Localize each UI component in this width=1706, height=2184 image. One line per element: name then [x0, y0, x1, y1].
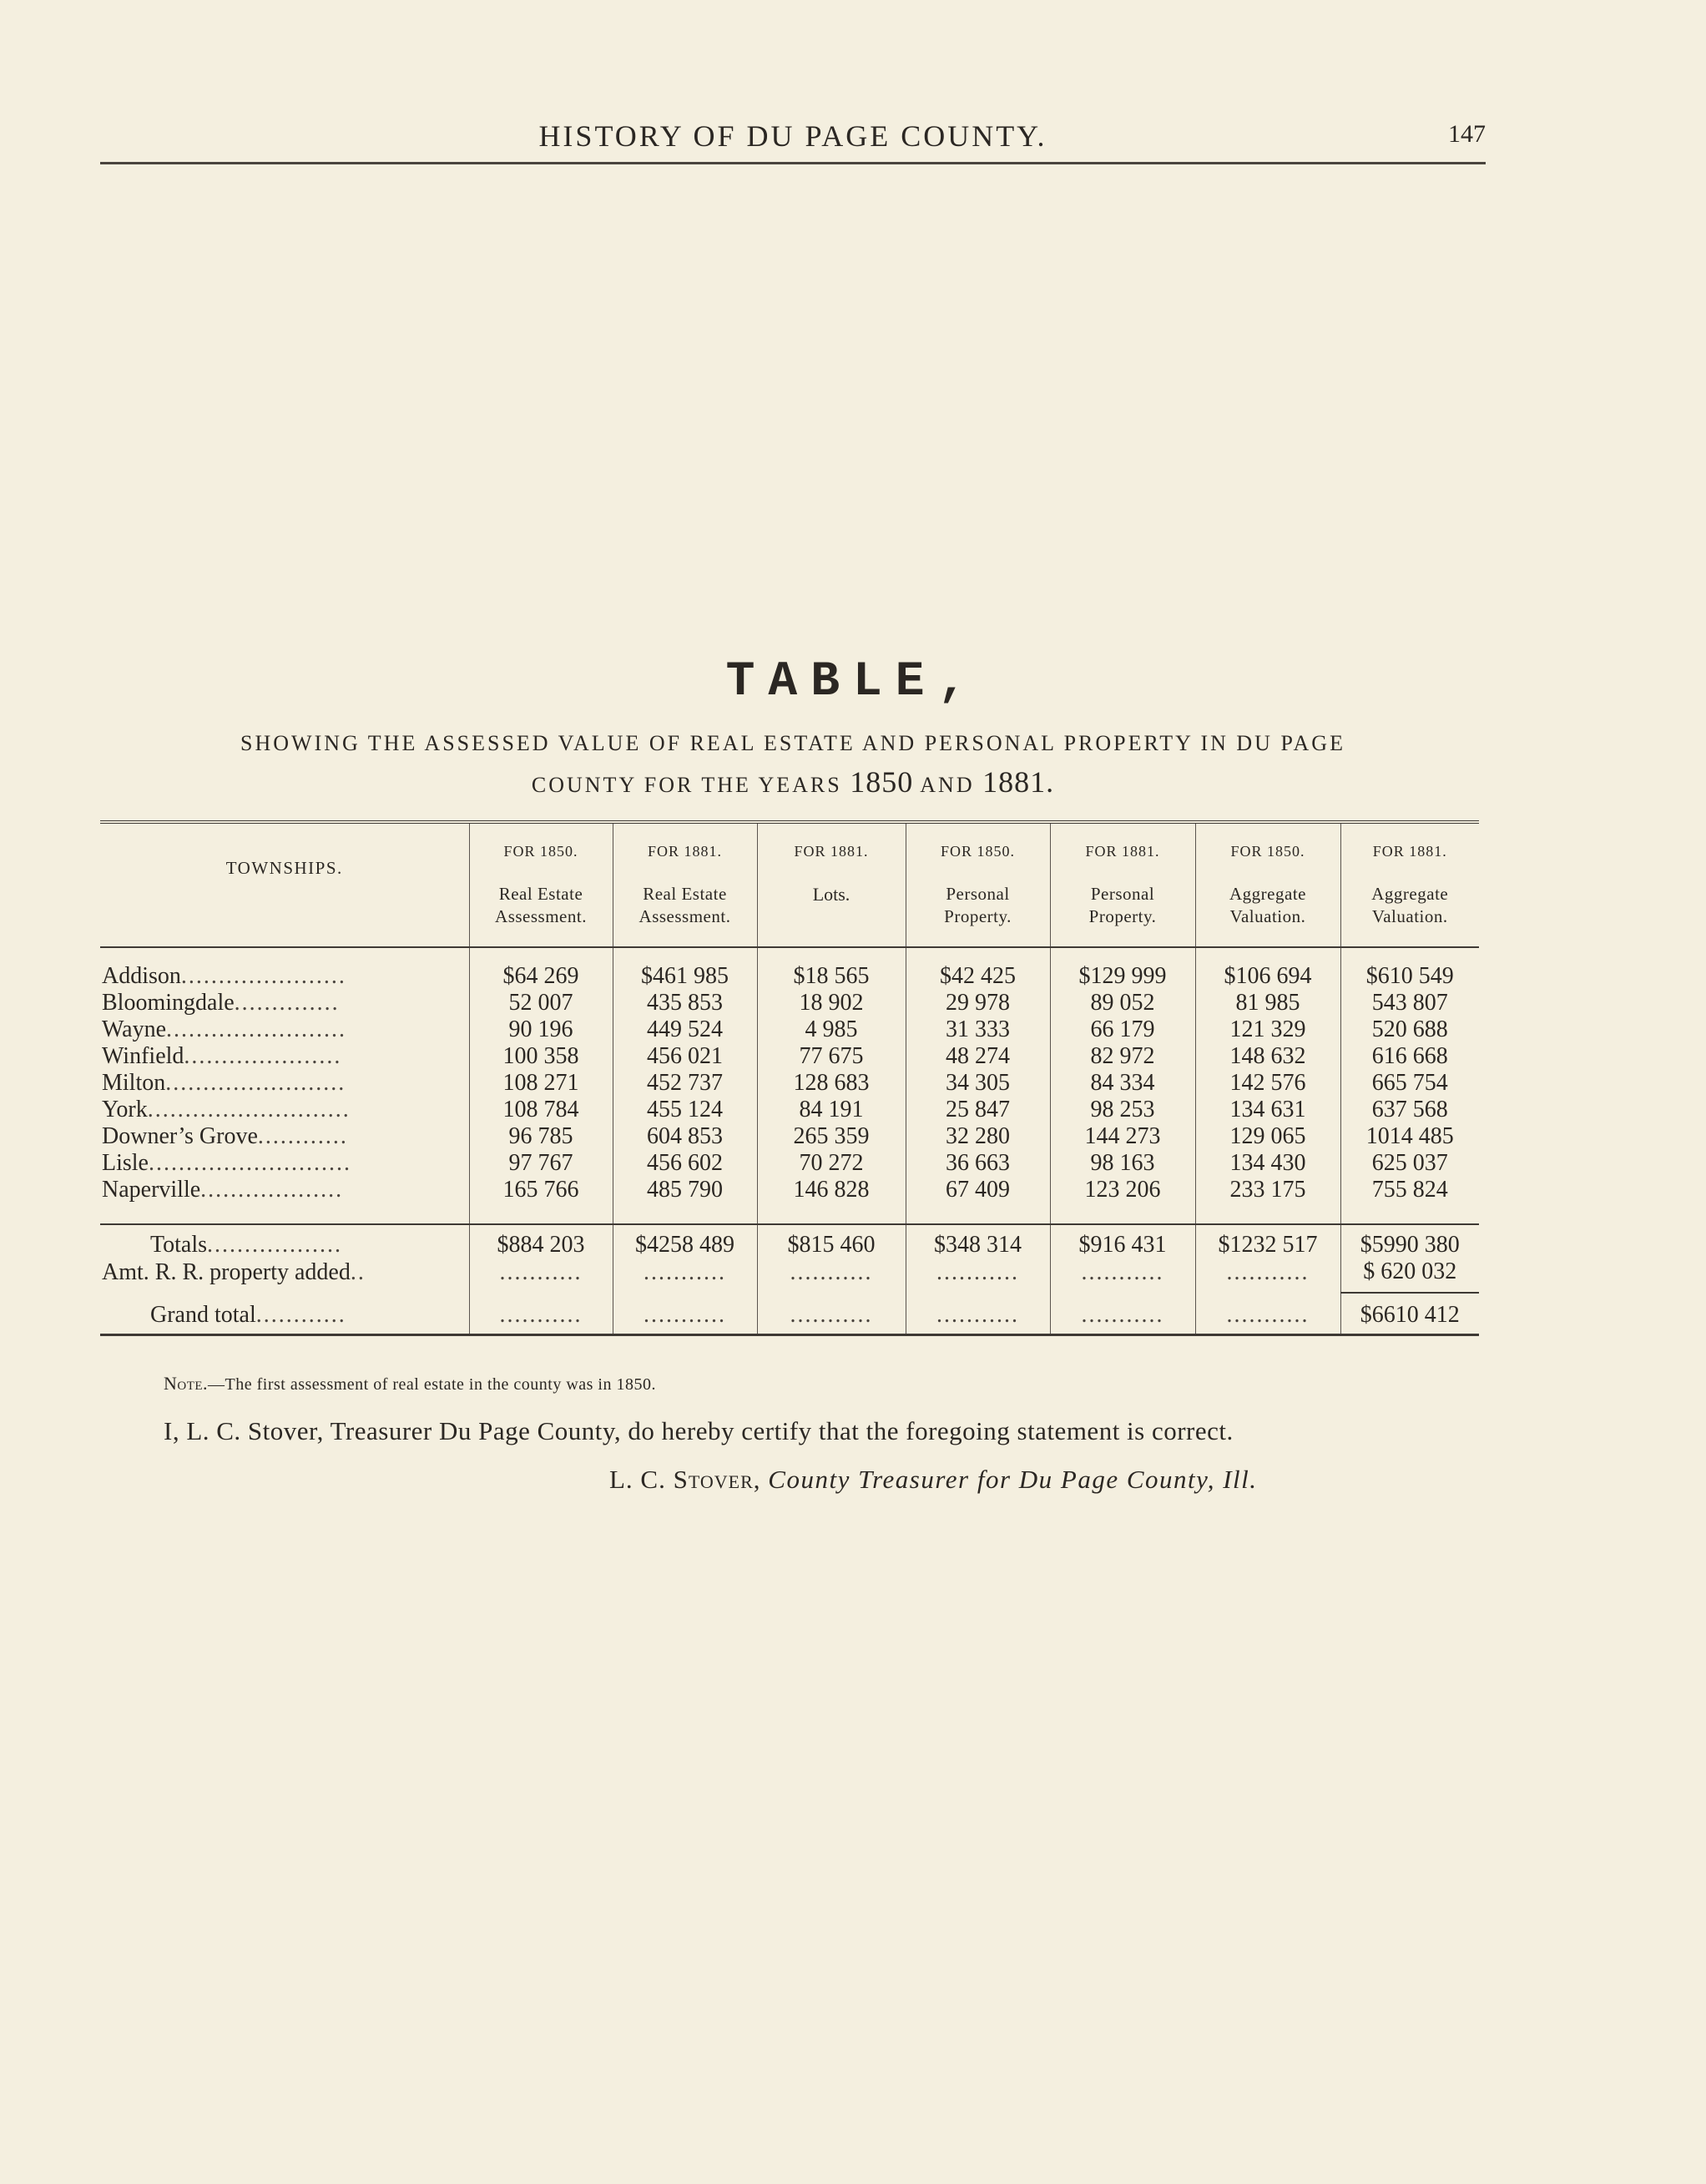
table-cell: 452 737: [613, 1070, 757, 1097]
table-cell: $5990 380: [1340, 1224, 1479, 1258]
table-cell: 265 359: [757, 1123, 906, 1150]
table-cell: 98 253: [1050, 1097, 1195, 1123]
table-cell: $884 203: [469, 1224, 613, 1258]
table-cell: 233 175: [1195, 1177, 1340, 1203]
column-caption: Real Estate: [498, 884, 583, 904]
table-cell: 52 007: [469, 990, 613, 1016]
totals-row: [100, 1224, 1479, 1258]
dots-cell: ...........: [1195, 1293, 1340, 1335]
table-cell: 456 021: [613, 1043, 757, 1070]
table-row: [100, 1097, 1479, 1123]
column-caption: Assessment.: [495, 906, 587, 926]
table-cell: 123 206: [1050, 1177, 1195, 1203]
table-cell: 67 409: [906, 1177, 1050, 1203]
table-cell: 90 196: [469, 1016, 613, 1043]
certification-statement: I, L. C. Stover, Treasurer Du Page County, do hereby certify that the foregoing statement is correct.: [164, 1416, 1234, 1445]
column-caption: Lots.: [812, 884, 850, 905]
column-year: FOR 1850.: [940, 843, 1015, 860]
township-name: Bloomingdale: [102, 990, 235, 1016]
dots-cell: ...........: [613, 1293, 757, 1335]
column-year: FOR 1881.: [1372, 843, 1447, 860]
township-name: Wayne: [102, 1016, 167, 1042]
table-cell: 665 754: [1340, 1070, 1479, 1097]
table-cell: 70 272: [757, 1150, 906, 1177]
book-title: HISTORY OF DU PAGE COUNTY.: [538, 119, 1047, 153]
table-cell: 84 334: [1050, 1070, 1195, 1097]
table-row: [100, 1150, 1479, 1177]
table-cell: 89 052: [1050, 990, 1195, 1016]
table-cell: 108 271: [469, 1070, 613, 1097]
table-cell: 456 602: [613, 1150, 757, 1177]
table-row: [100, 990, 1479, 1016]
table-cell: $610 549: [1340, 947, 1479, 990]
dots-cell: ...........: [757, 1258, 906, 1293]
table-cell: 604 853: [613, 1123, 757, 1150]
assessment-table-wrap: [100, 820, 1479, 1336]
dots-cell: ...........: [1050, 1293, 1195, 1335]
table-row: [100, 1043, 1479, 1070]
table-row: [100, 1123, 1479, 1150]
table-cell: $129 999: [1050, 947, 1195, 990]
table-cell: $461 985: [613, 947, 757, 990]
column-caption: Real Estate: [643, 884, 727, 904]
table-cell: $916 431: [1050, 1224, 1195, 1258]
township-name: Downer’s Grove: [102, 1123, 258, 1149]
table-cell: 108 784: [469, 1097, 613, 1123]
table-cell: $42 425: [906, 947, 1050, 990]
table-cell: 146 828: [757, 1177, 906, 1203]
column-header: [906, 824, 1050, 947]
table-cell: 520 688: [1340, 1016, 1479, 1043]
dots-cell: ...........: [469, 1293, 613, 1335]
signer-title: County Treasurer for Du Page County, Ill.: [768, 1465, 1258, 1494]
spacer-row: [100, 1203, 1479, 1224]
row-label: [100, 1150, 469, 1177]
table-cell: 66 179: [1050, 1016, 1195, 1043]
township-name: Lisle: [102, 1150, 149, 1176]
column-header: [1050, 824, 1195, 947]
table-cell: 82 972: [1050, 1043, 1195, 1070]
table-cell: 637 568: [1340, 1097, 1479, 1123]
row-label: [100, 1043, 469, 1070]
column-header: [469, 824, 613, 947]
table-cell: 485 790: [613, 1177, 757, 1203]
table-cell: 165 766: [469, 1177, 613, 1203]
table-cell: 625 037: [1340, 1150, 1479, 1177]
leader-dots: ............: [257, 1123, 348, 1149]
dots-cell: ...........: [757, 1293, 906, 1335]
subtitle-line-2: [125, 763, 1461, 804]
township-name: Winfield: [102, 1043, 184, 1069]
leader-dots: ............: [255, 1301, 346, 1328]
assessment-table: [100, 824, 1479, 1336]
table-cell: 31 333: [906, 1016, 1050, 1043]
dots-cell: ...........: [1195, 1258, 1340, 1293]
table-cell: 4 985: [757, 1016, 906, 1043]
table-cell: 98 163: [1050, 1150, 1195, 1177]
leader-dots: .....................: [184, 1043, 342, 1069]
column-year: FOR 1881.: [647, 843, 722, 860]
column-header: [1195, 824, 1340, 947]
row-label: [100, 1177, 469, 1203]
table-cell: $1232 517: [1195, 1224, 1340, 1258]
township-name: Milton: [102, 1070, 166, 1096]
column-caption: Personal: [946, 884, 1010, 904]
grand-total-row: [100, 1293, 1479, 1335]
column-year: FOR 1881.: [794, 843, 869, 860]
column-caption: Property.: [1088, 906, 1157, 926]
table-row: [100, 1070, 1479, 1097]
table-cell: 34 305: [906, 1070, 1050, 1097]
column-year: FOR 1850.: [1230, 843, 1305, 860]
townships-header: TOWNSHIPS.: [100, 824, 469, 947]
table-cell: 25 847: [906, 1097, 1050, 1123]
row-label: [100, 1123, 469, 1150]
table-cell: 84 191: [757, 1097, 906, 1123]
dots-cell: ...........: [469, 1258, 613, 1293]
column-caption: Property.: [944, 906, 1012, 926]
row-label: [100, 990, 469, 1016]
rr-label: Amt. R. R. property added: [102, 1258, 351, 1285]
table-cell: 1014 485: [1340, 1123, 1479, 1150]
row-label: [100, 1258, 469, 1293]
leader-dots: ..............: [234, 990, 340, 1016]
table-cell: 100 358: [469, 1043, 613, 1070]
table-cell: 128 683: [757, 1070, 906, 1097]
subtitle-conjunction: AND: [920, 773, 975, 797]
row-label: [100, 1224, 469, 1258]
table-cell: 616 668: [1340, 1043, 1479, 1070]
table-row: [100, 947, 1479, 990]
table-cell: 129 065: [1195, 1123, 1340, 1150]
page-number: 147: [1448, 120, 1486, 148]
table-cell: $4258 489: [613, 1224, 757, 1258]
table-cell: 77 675: [757, 1043, 906, 1070]
table-cell: 121 329: [1195, 1016, 1340, 1043]
table-cell: 449 524: [613, 1016, 757, 1043]
table-note: [164, 1373, 656, 1395]
table-cell: 81 985: [1195, 990, 1340, 1016]
table-cell: 148 632: [1195, 1043, 1340, 1070]
column-caption: Personal: [1090, 884, 1155, 904]
row-label: [100, 1016, 469, 1043]
table-cell: 97 767: [469, 1150, 613, 1177]
table-cell: $348 314: [906, 1224, 1050, 1258]
table-cell: $18 565: [757, 947, 906, 990]
table-cell: 134 631: [1195, 1097, 1340, 1123]
row-label: [100, 1293, 469, 1335]
column-caption: Aggregate: [1371, 884, 1449, 904]
subtitle-year-1: 1850: [850, 765, 914, 799]
table-cell: 142 576: [1195, 1070, 1340, 1097]
leader-dots: ........................: [166, 1016, 347, 1042]
leader-dots: ...........................: [147, 1097, 351, 1122]
table-cell: 455 124: [613, 1097, 757, 1123]
row-label: [100, 1070, 469, 1097]
table-cell: $815 460: [757, 1224, 906, 1258]
subtitle-line-1: SHOWING THE ASSESSED VALUE OF REAL ESTATE AND PERSONAL PROPERTY IN DU PAGE: [240, 731, 1345, 755]
grand-total-value: $6610 412: [1340, 1293, 1479, 1335]
leader-dots: ..: [350, 1258, 366, 1285]
table-cell: $106 694: [1195, 947, 1340, 990]
rr-property-row: [100, 1258, 1479, 1293]
table-cell: $64 269: [469, 947, 613, 990]
column-caption: Assessment.: [638, 906, 731, 926]
table-cell: 18 902: [757, 990, 906, 1016]
dots-cell: ...........: [1050, 1258, 1195, 1293]
table-cell: 543 807: [1340, 990, 1479, 1016]
row-label: [100, 1097, 469, 1123]
dots-cell: ...........: [906, 1293, 1050, 1335]
subtitle-prefix: COUNTY FOR THE YEARS: [531, 773, 842, 797]
township-name: Naperville: [102, 1177, 201, 1203]
note-label: Note.: [164, 1373, 209, 1394]
table-cell: 48 274: [906, 1043, 1050, 1070]
column-caption: Aggregate: [1229, 884, 1306, 904]
table-body: [100, 947, 1479, 1335]
township-name: York: [102, 1097, 148, 1122]
table-cell: 144 273: [1050, 1123, 1195, 1150]
leader-dots: ...................: [200, 1177, 344, 1203]
table-cell: 134 430: [1195, 1150, 1340, 1177]
signature-line: [609, 1465, 1258, 1495]
grand-total-label: Grand total: [150, 1301, 256, 1328]
leader-dots: ..................: [207, 1232, 343, 1258]
running-header: [100, 115, 1486, 164]
table-cell: 96 785: [469, 1123, 613, 1150]
table-cell: 32 280: [906, 1123, 1050, 1150]
column-year: FOR 1881.: [1085, 843, 1160, 860]
table-row: [100, 1016, 1479, 1043]
dots-cell: ...........: [906, 1258, 1050, 1293]
row-label: [100, 947, 469, 990]
signer-name: L. C. Stover,: [609, 1465, 761, 1494]
column-header: [757, 824, 906, 947]
township-name: Addison: [102, 963, 181, 989]
table-row: [100, 1177, 1479, 1203]
leader-dots: ......................: [180, 963, 346, 989]
table-cell: $ 620 032: [1340, 1258, 1479, 1293]
column-year: FOR 1850.: [503, 843, 578, 860]
note-text: —The first assessment of real estate in the county was in 1850.: [208, 1375, 656, 1394]
column-header: [1340, 824, 1479, 947]
leader-dots: ...........................: [149, 1150, 351, 1176]
column-caption: Valuation.: [1371, 906, 1448, 926]
table-cell: 29 978: [906, 990, 1050, 1016]
table-cell: 435 853: [613, 990, 757, 1016]
column-header: [613, 824, 757, 947]
table-header-row: [100, 824, 1479, 947]
table-headline: TABLE,: [725, 655, 981, 709]
column-caption: Valuation.: [1229, 906, 1306, 926]
table-cell: 36 663: [906, 1150, 1050, 1177]
table-cell: 755 824: [1340, 1177, 1479, 1203]
dots-cell: ...........: [613, 1258, 757, 1293]
totals-label: Totals: [150, 1232, 208, 1258]
leader-dots: ........................: [165, 1070, 346, 1096]
subtitle-year-2: 1881.: [982, 765, 1055, 799]
